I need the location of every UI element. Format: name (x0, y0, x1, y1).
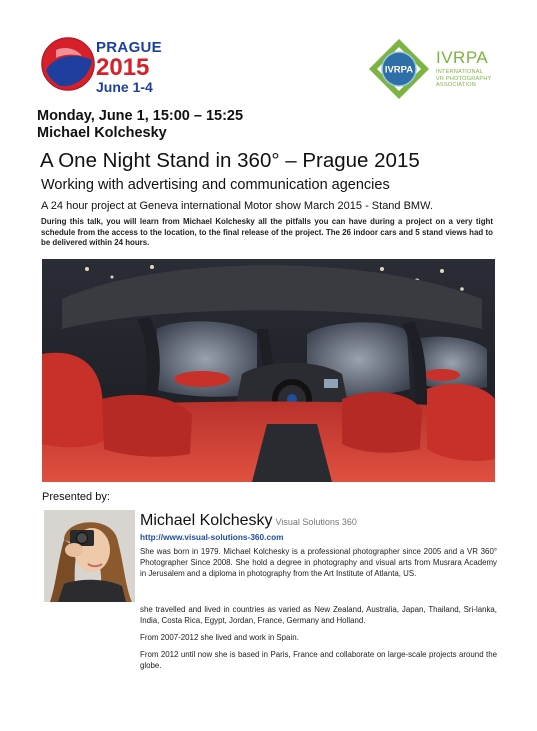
panorama-illustration (42, 259, 495, 482)
prague-globe-icon (40, 36, 96, 92)
bio-paragraph: From 2007-2012 she lived and work in Spain. (140, 633, 299, 642)
talk-intro: During this talk, you will learn from Michael Kolchesky all the pitfalls you can have during a project on a very tight schedule from the access to the location, to the final release of the project. The 26 indoor cars and 5 stand views had to be delivered within 24 hours. (41, 217, 493, 248)
session-speaker: Michael Kolchesky (37, 125, 167, 141)
prague-dates: June 1-4 (96, 79, 153, 95)
talk-subtitle: Working with advertising and communication agencies (41, 177, 390, 193)
ivrpa-name: IVRPA (436, 48, 489, 67)
ivrpa-badge-text: IVRPA (384, 64, 414, 76)
ivrpa-diamond-icon (368, 38, 430, 100)
car-interior-panorama (42, 259, 495, 482)
ivrpa-subtitle-line: INTERNATIONAL (436, 69, 483, 75)
bio-paragraph: she travelled and lived in countries as varied as New Zealand, Australia, Japan, Thailand, Sri-lanka, India, Costa Rica, Egypt, Jordan, France, Germany and Holland. (140, 605, 497, 625)
prague-logo-text (96, 40, 162, 94)
prague-year: 2015 (96, 54, 150, 81)
ivrpa-logo (368, 38, 503, 102)
bio-paragraph: From 2012 until now she is based in Paris, France and collaborate on large-scale projects around the globe. (140, 650, 497, 670)
prague-city: PRAGUE (96, 39, 162, 56)
speaker-photo (44, 510, 135, 602)
ivrpa-subtitle (436, 69, 492, 89)
ivrpa-subtitle-line: ASSOCIATION (436, 82, 477, 89)
bio-name: Michael Kolchesky (140, 512, 273, 529)
bio-heading (140, 512, 357, 530)
talk-title: A One Night Stand in 360° – Prague 2015 (40, 149, 420, 172)
session-date-time: Monday, June 1, 15:00 – 15:25 (37, 108, 244, 124)
project-line: A 24 hour project at Geneva international Motor show March 2015 - Stand BMW. (41, 200, 433, 212)
speaker-photo-illustration (44, 510, 135, 602)
presented-by-label: Presented by: (42, 491, 110, 503)
bio-paragraph: She was born in 1979. Michael Kolchesky is a professional photographer since 2005 and a VR 360° Photographer Since 2008. She hold a degree in photography and visual arts from Musrara Academy in Jerusalem and a diploma in photography from the Art Institute of Atlanta, US. (140, 547, 497, 578)
bio-website-link[interactable]: http://www.visual-solutions-360.com (140, 532, 284, 542)
ivrpa-subtitle-line: VR PHOTOGRAPHY (436, 75, 492, 82)
prague-2015-logo (40, 36, 170, 98)
bio-company: Visual Solutions 360 (275, 517, 357, 527)
